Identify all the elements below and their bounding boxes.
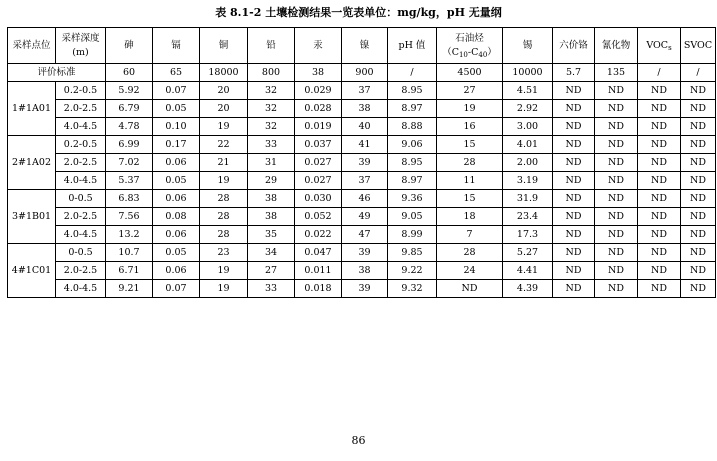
site-name-cell: 3#1B01 [8,190,56,244]
value-cell: 0.027 [295,154,342,172]
table-title: 表 8.1-2 土壤检测结果一览表单位：mg/kg，pH 无量纲 [215,6,502,19]
value-cell: 8.99 [388,226,437,244]
header-depth: 采样深度(m) [56,28,106,64]
value-cell: ND [681,172,716,190]
value-cell: 29 [248,172,295,190]
value-cell: 0.018 [295,280,342,298]
soil-results-table [7,27,716,298]
value-cell: ND [595,136,638,154]
value-cell: 28 [437,154,503,172]
value-cell: 23 [200,244,248,262]
value-cell: 38 [248,190,295,208]
standard-value: / [681,64,716,82]
value-cell: ND [638,226,681,244]
header-petroleum-sub2: 40 [478,50,488,59]
standard-value: 900 [342,64,388,82]
header-petroleum-open: （C [442,46,459,58]
header-petroleum-label: 石油烃 [455,32,484,44]
header-mercury: 汞 [295,28,342,64]
value-cell: ND [553,190,595,208]
header-nickel: 镍 [342,28,388,64]
header-site: 采样点位 [8,28,56,64]
value-cell: 8.97 [388,172,437,190]
site-name-cell: 1#1A01 [8,82,56,136]
value-cell: ND [638,280,681,298]
value-cell: 39 [342,280,388,298]
value-cell: ND [553,82,595,100]
value-cell: 7.56 [106,208,153,226]
value-cell: 4.39 [503,280,553,298]
value-cell: ND [553,280,595,298]
value-cell: ND [638,208,681,226]
header-row [8,28,716,64]
depth-cell: 2.0-2.5 [56,262,106,280]
depth-cell: 2.0-2.5 [56,208,106,226]
value-cell: 9.05 [388,208,437,226]
value-cell: 9.32 [388,280,437,298]
value-cell: ND [638,100,681,118]
value-cell: 9.36 [388,190,437,208]
site-name-cell: 4#1C01 [8,244,56,298]
header-arsenic: 砷 [106,28,153,64]
value-cell: 8.95 [388,154,437,172]
table-row [8,262,716,280]
value-cell: 4.78 [106,118,153,136]
value-cell: 35 [248,226,295,244]
value-cell: ND [553,262,595,280]
table-row [8,172,716,190]
value-cell: 0.047 [295,244,342,262]
value-cell: 28 [200,190,248,208]
depth-cell: 0.2-0.5 [56,136,106,154]
value-cell: 31 [248,154,295,172]
value-cell: ND [595,262,638,280]
value-cell: 15 [437,136,503,154]
header-lead: 铅 [248,28,295,64]
value-cell: 19 [200,280,248,298]
value-cell: 8.97 [388,100,437,118]
value-cell: ND [681,154,716,172]
value-cell: ND [553,208,595,226]
value-cell: 0.06 [153,226,200,244]
header-cadmium: 镉 [153,28,200,64]
value-cell: ND [595,226,638,244]
depth-cell: 4.0-4.5 [56,226,106,244]
standard-value: 800 [248,64,295,82]
value-cell: ND [595,280,638,298]
value-cell: 0.10 [153,118,200,136]
value-cell: 3.19 [503,172,553,190]
value-cell: 28 [437,244,503,262]
value-cell: 21 [200,154,248,172]
header-vocs-sub: s [668,43,672,52]
value-cell: 0.06 [153,190,200,208]
value-cell: ND [437,280,503,298]
value-cell: 0.05 [153,172,200,190]
value-cell: 18 [437,208,503,226]
value-cell: 5.37 [106,172,153,190]
value-cell: 3.00 [503,118,553,136]
value-cell: ND [553,172,595,190]
value-cell: 17.3 [503,226,553,244]
value-cell: ND [595,82,638,100]
value-cell: 19 [437,100,503,118]
value-cell: 0.07 [153,82,200,100]
standard-value: 135 [595,64,638,82]
value-cell: 27 [248,262,295,280]
depth-cell: 4.0-4.5 [56,280,106,298]
value-cell: ND [638,190,681,208]
standard-value: 10000 [503,64,553,82]
value-cell: ND [595,208,638,226]
header-svoc: SVOC [681,28,716,64]
value-cell: 0.08 [153,208,200,226]
standard-value: 4500 [437,64,503,82]
site-name-cell: 2#1A02 [8,136,56,190]
value-cell: ND [681,82,716,100]
value-cell: ND [638,172,681,190]
value-cell: ND [681,100,716,118]
value-cell: 5.92 [106,82,153,100]
value-cell: 9.85 [388,244,437,262]
standard-value: 60 [106,64,153,82]
standard-value: 38 [295,64,342,82]
value-cell: 0.06 [153,262,200,280]
header-vocs-label: VOC [646,39,669,51]
value-cell: 41 [342,136,388,154]
value-cell: ND [595,190,638,208]
value-cell: ND [595,100,638,118]
value-cell: 27 [437,82,503,100]
value-cell: ND [553,100,595,118]
header-petroleum-dash: -C [467,46,479,58]
standard-value: 65 [153,64,200,82]
value-cell: 46 [342,190,388,208]
standard-value: / [638,64,681,82]
header-petroleum-close: ） [487,46,497,58]
value-cell: 19 [200,262,248,280]
value-cell: ND [595,172,638,190]
standard-value: 5.7 [553,64,595,82]
value-cell: 24 [437,262,503,280]
value-cell: 0.05 [153,244,200,262]
value-cell: 4.01 [503,136,553,154]
value-cell: 2.00 [503,154,553,172]
value-cell: 47 [342,226,388,244]
value-cell: 32 [248,118,295,136]
value-cell: 22 [200,136,248,154]
value-cell: ND [638,262,681,280]
value-cell: 0.027 [295,172,342,190]
table-row [8,208,716,226]
value-cell: ND [595,118,638,136]
value-cell: 0.05 [153,100,200,118]
value-cell: ND [638,154,681,172]
standard-value: / [388,64,437,82]
value-cell: 38 [342,262,388,280]
table-row [8,190,716,208]
value-cell: 16 [437,118,503,136]
value-cell: 19 [200,172,248,190]
depth-cell: 2.0-2.5 [56,100,106,118]
header-copper: 铜 [200,28,248,64]
value-cell: 34 [248,244,295,262]
value-cell: ND [638,82,681,100]
value-cell: 8.95 [388,82,437,100]
value-cell: 0.011 [295,262,342,280]
value-cell: 8.88 [388,118,437,136]
value-cell: 32 [248,82,295,100]
value-cell: 6.79 [106,100,153,118]
value-cell: 39 [342,154,388,172]
value-cell: 23.4 [503,208,553,226]
header-vocs [638,28,681,64]
header-petroleum-sub1: 10 [458,50,468,59]
value-cell: 9.06 [388,136,437,154]
table-row [8,82,716,100]
table-row [8,154,716,172]
value-cell: ND [638,136,681,154]
depth-cell: 0-0.5 [56,190,106,208]
value-cell: 0.030 [295,190,342,208]
value-cell: 5.27 [503,244,553,262]
value-cell: ND [681,280,716,298]
table-row [8,100,716,118]
value-cell: ND [681,136,716,154]
value-cell: 6.99 [106,136,153,154]
header-ph: pH 值 [388,28,437,64]
value-cell: 20 [200,82,248,100]
value-cell: 32 [248,100,295,118]
value-cell: 33 [248,280,295,298]
value-cell: 7 [437,226,503,244]
value-cell: 15 [437,190,503,208]
value-cell: 37 [342,82,388,100]
depth-cell: 4.0-4.5 [56,118,106,136]
header-chromium6: 六价铬 [553,28,595,64]
value-cell: ND [681,262,716,280]
value-cell: 31.9 [503,190,553,208]
value-cell: ND [681,190,716,208]
value-cell: 6.71 [106,262,153,280]
standard-row [8,64,716,82]
value-cell: 2.92 [503,100,553,118]
value-cell: ND [681,208,716,226]
table-row [8,280,716,298]
value-cell: ND [681,118,716,136]
value-cell: ND [595,154,638,172]
value-cell: 4.51 [503,82,553,100]
value-cell: 37 [342,172,388,190]
value-cell: 0.037 [295,136,342,154]
depth-cell: 2.0-2.5 [56,154,106,172]
table-row [8,136,716,154]
value-cell: 0.022 [295,226,342,244]
value-cell: ND [553,226,595,244]
value-cell: ND [681,244,716,262]
header-tin: 锡 [503,28,553,64]
value-cell: 38 [248,208,295,226]
value-cell: 9.22 [388,262,437,280]
depth-cell: 4.0-4.5 [56,172,106,190]
value-cell: 0.06 [153,154,200,172]
value-cell: 39 [342,244,388,262]
value-cell: 38 [342,100,388,118]
depth-cell: 0.2-0.5 [56,82,106,100]
value-cell: ND [638,118,681,136]
value-cell: 40 [342,118,388,136]
value-cell: 28 [200,226,248,244]
value-cell: 19 [200,118,248,136]
value-cell: 10.7 [106,244,153,262]
value-cell: 4.41 [503,262,553,280]
value-cell: ND [595,244,638,262]
value-cell: ND [553,244,595,262]
value-cell: 49 [342,208,388,226]
value-cell: 0.17 [153,136,200,154]
header-cyanide: 氰化物 [595,28,638,64]
standard-label: 评价标准 [8,64,106,82]
header-petroleum [437,28,503,64]
table-row [8,244,716,262]
value-cell: ND [553,154,595,172]
value-cell: 6.83 [106,190,153,208]
value-cell: 33 [248,136,295,154]
page-number: 86 [351,434,366,447]
depth-cell: 0-0.5 [56,244,106,262]
value-cell: 11 [437,172,503,190]
table-row [8,118,716,136]
value-cell: 0.028 [295,100,342,118]
value-cell: ND [681,226,716,244]
value-cell: ND [638,244,681,262]
value-cell: 13.2 [106,226,153,244]
table-row [8,226,716,244]
value-cell: 0.07 [153,280,200,298]
value-cell: 0.029 [295,82,342,100]
standard-value: 18000 [200,64,248,82]
value-cell: 0.019 [295,118,342,136]
value-cell: 9.21 [106,280,153,298]
value-cell: ND [553,118,595,136]
value-cell: 20 [200,100,248,118]
value-cell: ND [553,136,595,154]
value-cell: 7.02 [106,154,153,172]
value-cell: 0.052 [295,208,342,226]
value-cell: 28 [200,208,248,226]
